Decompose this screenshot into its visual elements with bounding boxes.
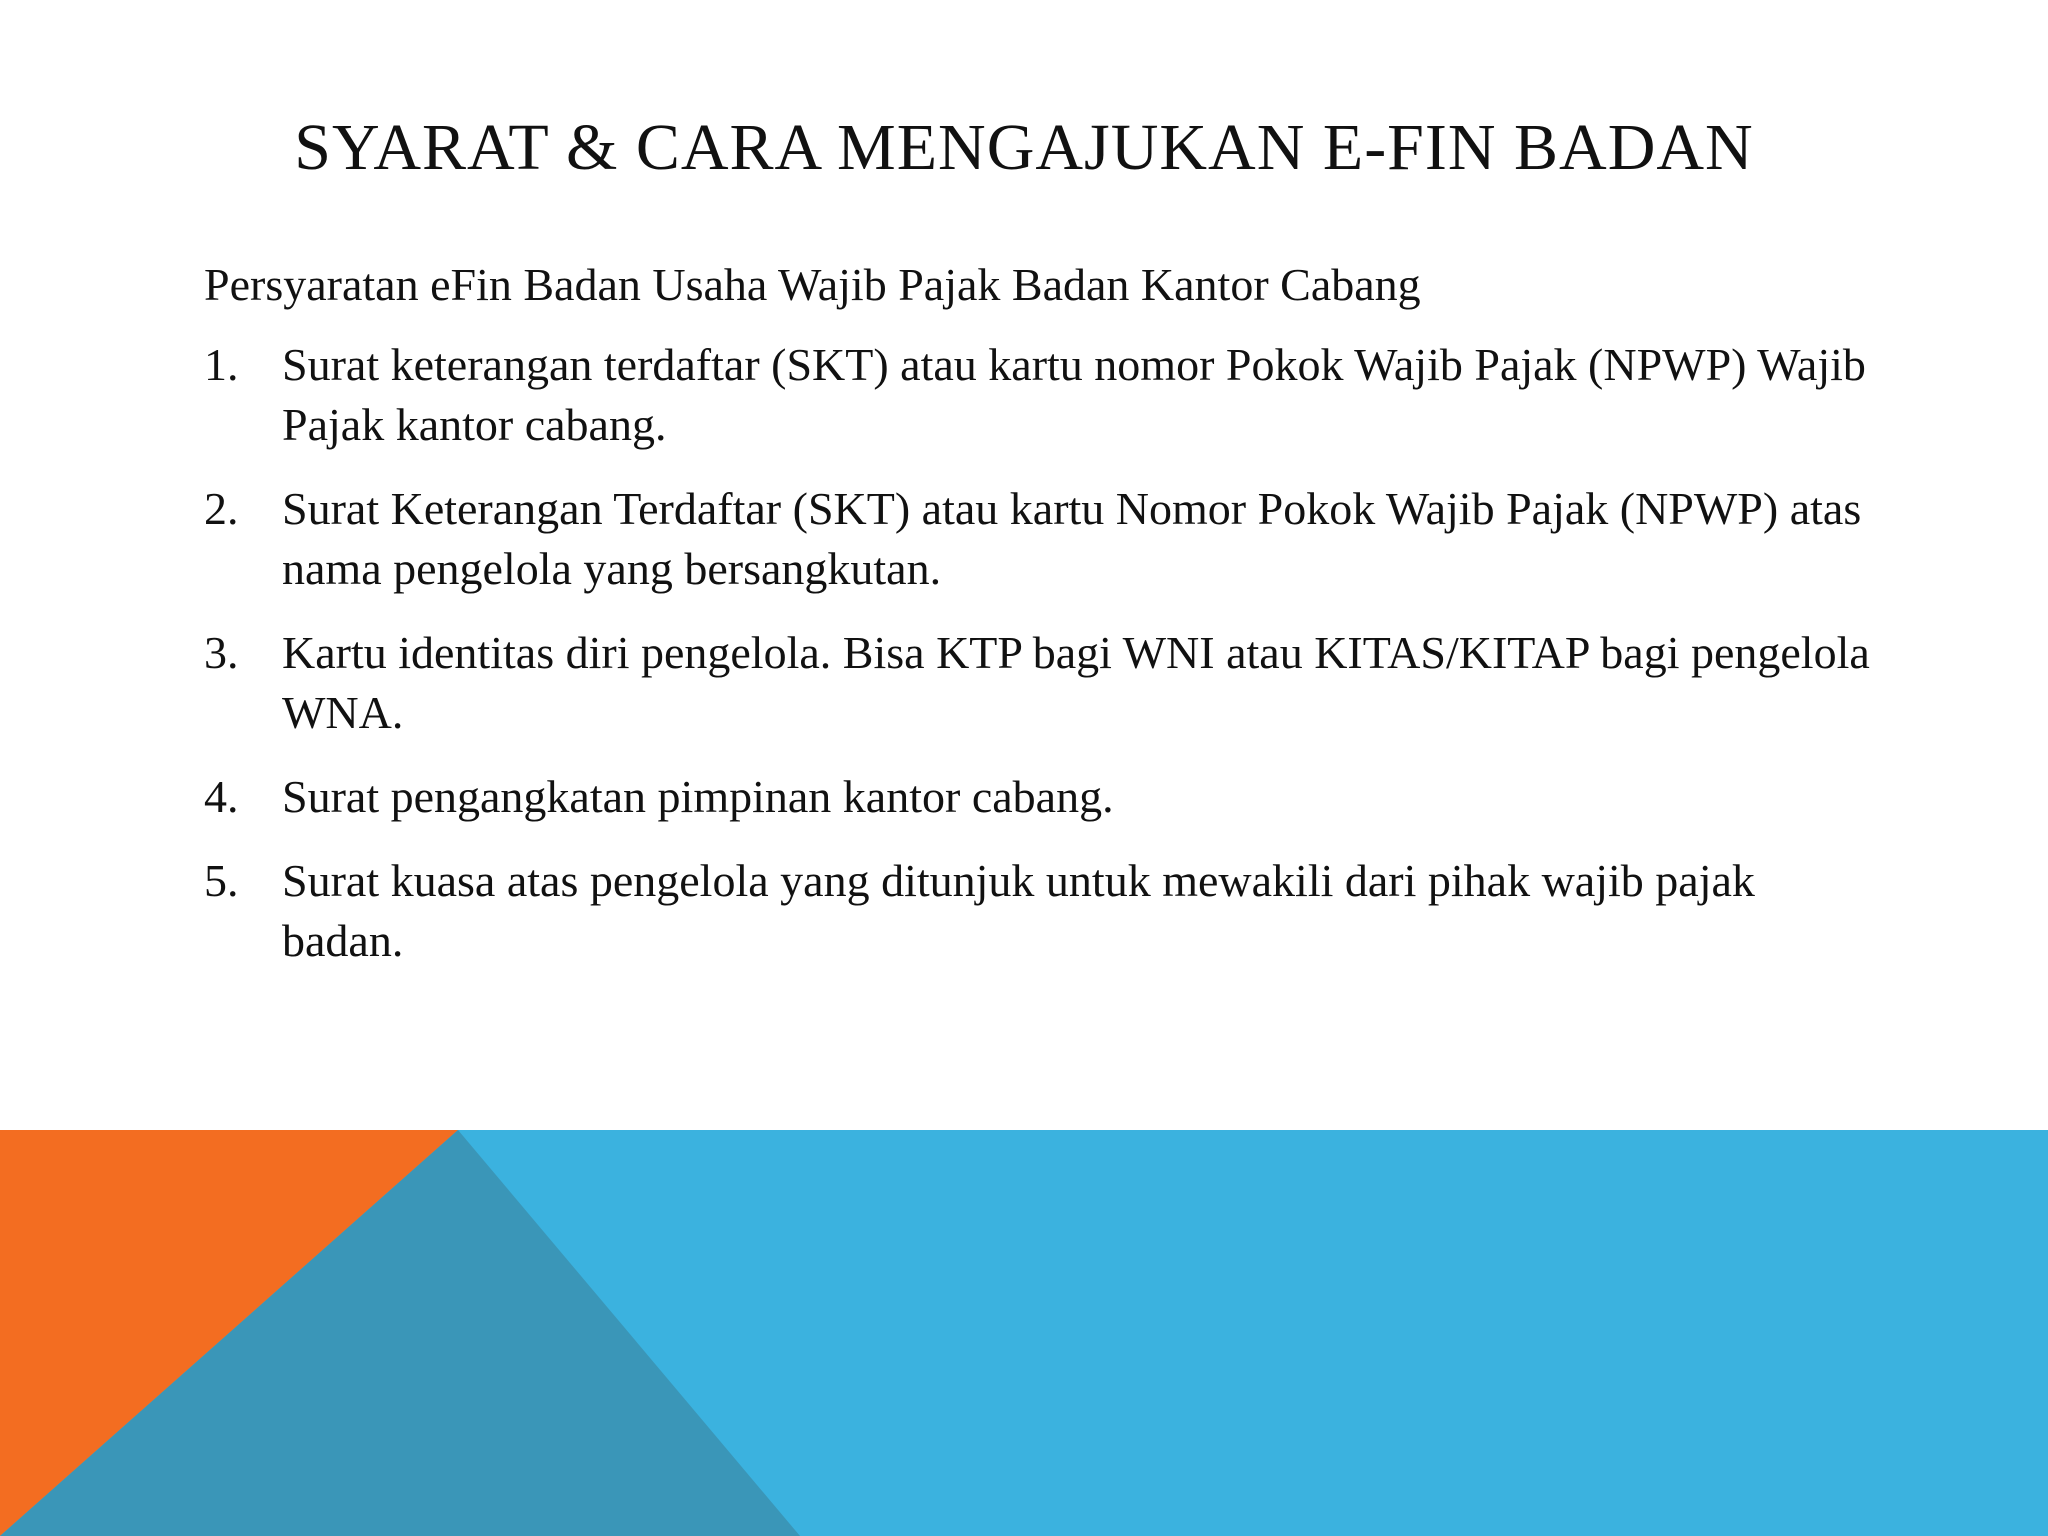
list-item-text: Surat kuasa atas pengelola yang ditunjuk untuk mewakili dari pihak wajib pajak badan. (282, 855, 1755, 966)
list-item-text: Surat Keterangan Terdaftar (SKT) atau kartu Nomor Pokok Wajib Pajak (NPWP) atas nama pengelola yang bersangkutan. (282, 483, 1862, 594)
list-item-number: 5. (204, 855, 239, 906)
requirements-list (204, 335, 1884, 971)
list-item-text: Kartu identitas diri pengelola. Bisa KTP bagi WNI atau KITAS/KITAP bagi pengelola WNA. (282, 627, 1870, 738)
list-item-text: Surat keterangan terdaftar (SKT) atau kartu nomor Pokok Wajib Pajak (NPWP) Wajib Pajak kantor cabang. (282, 339, 1866, 450)
list-item (204, 479, 1884, 599)
list-item (204, 623, 1884, 743)
list-item (204, 335, 1884, 455)
list-item-number: 4. (204, 771, 239, 822)
slide-title: SYARAT & CARA MENGAJUKAN E-FIN BADAN (294, 111, 1754, 184)
list-item-number: 3. (204, 627, 239, 678)
intro-text: Persyaratan eFin Badan Usaha Wajib Pajak Badan Kantor Cabang (204, 259, 1421, 310)
list-item-number: 1. (204, 339, 239, 390)
list-item (204, 767, 1884, 827)
slide-body (204, 255, 1884, 995)
list-item-number: 2. (204, 483, 239, 534)
list-item (204, 851, 1884, 971)
list-item-text: Surat pengangkatan pimpinan kantor cabang. (282, 771, 1114, 822)
decorative-footer-band (0, 1130, 2048, 1536)
